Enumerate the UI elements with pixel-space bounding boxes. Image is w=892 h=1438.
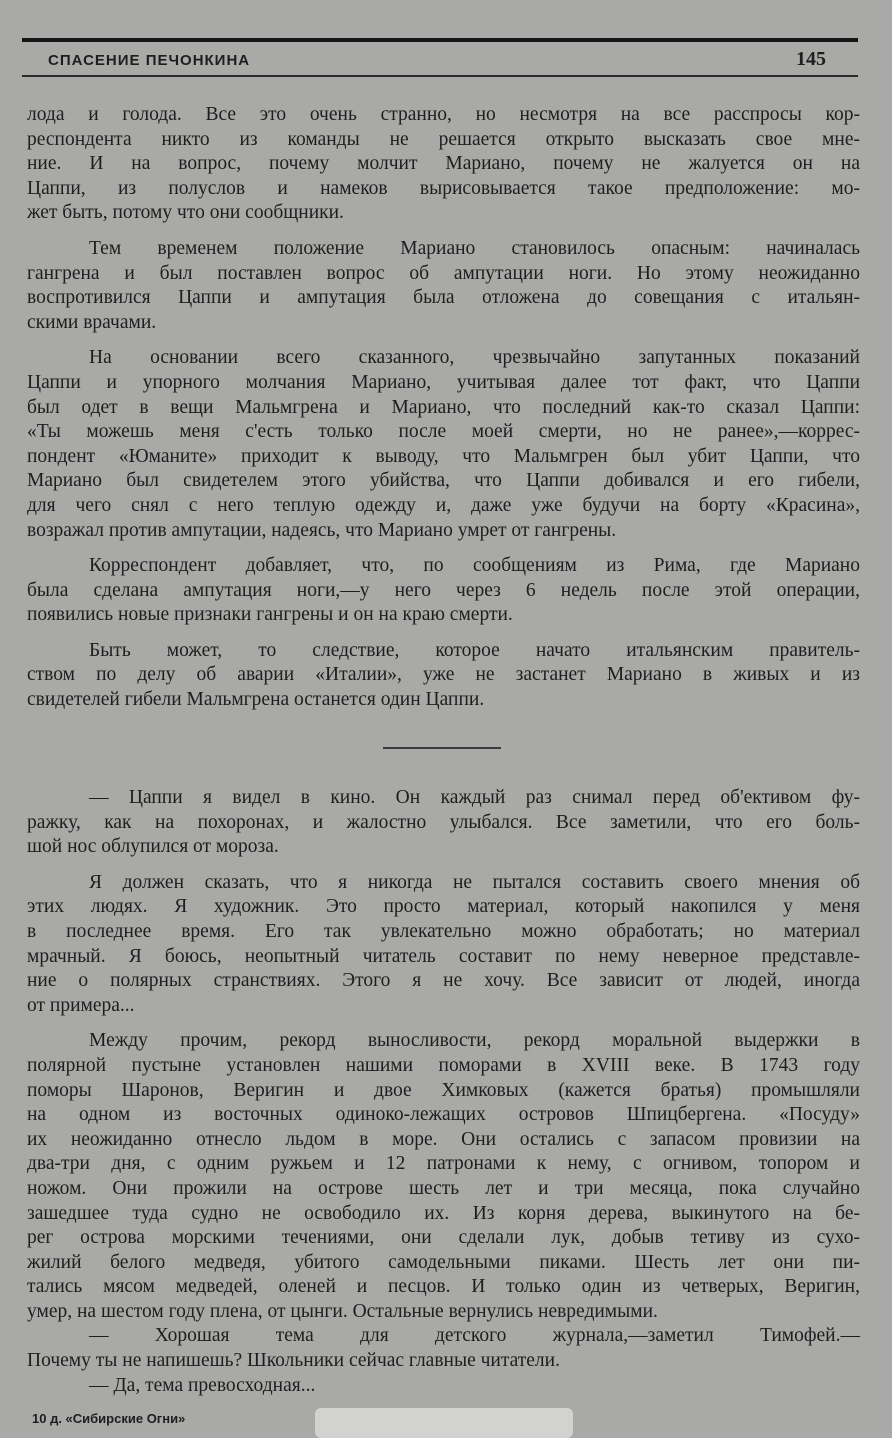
running-title: СПАСЕНИЕ ПЕЧОНКИНА <box>48 52 251 69</box>
text-line: — Да, тема превосходная... <box>89 1374 316 1396</box>
paragraph <box>27 786 860 860</box>
text-line: тались мясом медведей, оленей и песцов. И только один из четверых, Веригин, <box>27 1276 860 1298</box>
text-line: была сделана ампутация ноги,—у него через 6 недель после этой операции, <box>27 579 860 601</box>
text-line: На основании всего сказанного, чрезвычайно запутанных показаний <box>89 347 860 369</box>
text-line: ством по делу об аварии «Италии», уже не застанет Мариано в живых и из <box>27 664 860 686</box>
text-line: ражку, как на похоронах, и жалостно улыбался. Все заметили, что его боль- <box>27 811 860 833</box>
header-underline <box>22 75 858 77</box>
text-line: шой нос облупился от мороза. <box>27 836 279 858</box>
dialogue-block <box>27 1324 860 1398</box>
text-line: гангрена и был поставлен вопрос об ампутации ноги. Но этому неожиданно <box>27 262 860 284</box>
text-line: возражал против ампутации, надеясь, что Мариано умрет от гангрены. <box>27 519 617 541</box>
text-line: был одет в вещи Мальмгрена и Мариано, что последний как-то сказал Цаппи: <box>27 396 860 418</box>
text-line: в последнее время. Его так увлекательно можно обработать; но материал <box>27 920 860 942</box>
text-line: Цаппи, из полуслов и намеков вырисовывается такое предположение: мо- <box>27 177 860 199</box>
text-line: ние. И на вопрос, почему молчит Мариано, почему не жалуется он на <box>27 153 860 175</box>
text-line: умер, на шестом году плена, от цынги. Остальные вернулись невредимыми. <box>27 1300 658 1322</box>
header-rule <box>22 38 858 42</box>
text-line: лода и голода. Все это очень странно, но несмотря на все расспросы кор- <box>27 104 860 125</box>
paragraph <box>27 237 860 335</box>
text-line: Тем временем положение Мариано становилось опасным: начиналась <box>89 237 860 259</box>
text-line: Между прочим, рекорд выносливости, рекорд моральной выдержки в <box>89 1030 860 1052</box>
text-section-2 <box>27 786 860 1398</box>
text-line: зашедшее туда судно не освободило их. Из корня дерева, выкинутого на бе- <box>27 1202 860 1224</box>
paragraph <box>27 1374 860 1399</box>
text-line: мрачный. Я боюсь, неопытный читатель составит по нему неверное представле- <box>27 945 860 967</box>
printer-signature: 10 д. «Сибирские Огни» <box>32 1411 186 1426</box>
text-line: ние о полярных странствиях. Этого я не хочу. Все зависит от людей, иногда <box>27 970 860 992</box>
paragraph <box>27 1029 860 1324</box>
text-line: для чего снял с него теплую одежду и, даже уже будучи на борту «Красина», <box>27 494 860 516</box>
text-line: их неожиданно отнесло льдом в море. Они остались с запасом провизии на <box>27 1128 860 1150</box>
paragraph <box>27 1324 860 1373</box>
text-line: этих людях. Я художник. Это просто материал, который накопился у меня <box>27 896 860 918</box>
text-line: Почему ты не напишешь? Школьники сейчас главные читатели. <box>27 1350 560 1372</box>
text-line: рег острова морскими течениями, они сделали лук, добыв тетиву из сухо- <box>27 1227 860 1249</box>
text-line: жет быть, потому что они сообщники. <box>27 202 344 224</box>
text-line: полярной пустыне установлен нашими поморами в XVIII веке. В 1743 году <box>27 1054 860 1076</box>
text-line: появились новые признаки гангрены и он на краю смерти. <box>27 604 513 626</box>
text-line: на одном из восточных одиноко-лежащих островов Шпицбергена. «Посуду» <box>27 1104 860 1126</box>
text-line: «Ты можешь меня с'есть только после моей смерти, но не ранее»,—коррес- <box>27 421 860 443</box>
paragraph <box>27 554 860 628</box>
section-separator <box>383 747 501 749</box>
paragraph <box>27 871 860 1019</box>
text-line: Мариано был свидетелем этого убийства, что Цаппи добивался и его гибели, <box>27 470 860 492</box>
text-line: два-три дня, с одним ружьем и 12 патронами к нему, с огнивом, топором и <box>27 1153 860 1175</box>
text-line: поморы Шаронов, Веригин и двое Химковых (кажется братья) промышляли <box>27 1079 860 1101</box>
text-section-1 <box>27 103 860 724</box>
paragraphs <box>27 103 860 713</box>
text-line: от примера... <box>27 994 135 1016</box>
text-line: Корреспондент добавляет, что, по сообщениям из Рима, где Мариано <box>89 555 860 577</box>
text-line: жилий белого медведя, убитого самодельными пиками. Шесть лет они пи- <box>27 1251 860 1273</box>
text-line: Быть может, то следствие, которое начато итальянским правитель- <box>89 639 860 661</box>
text-line: респондента никто из команды не решается открыто высказать свое мне- <box>27 128 860 150</box>
text-line: — Цаппи я видел в кино. Он каждый раз снимал перед об'ективом фу- <box>89 787 860 808</box>
paragraph <box>27 103 860 226</box>
text-line: ножом. Они прожили на острове шесть лет и три месяца, пока случайно <box>27 1177 860 1199</box>
paragraph <box>27 346 860 543</box>
text-line: Я должен сказать, что я никогда не пытался составить своего мнения об <box>89 871 860 893</box>
paragraphs <box>27 786 860 1324</box>
text-line: свидетелей гибели Мальмгрена останется один Цаппи. <box>27 689 485 711</box>
paragraph <box>27 639 860 713</box>
text-line: — Хорошая тема для детского журнала,—заметил Тимофей.— <box>89 1325 860 1347</box>
text-line: скими врачами. <box>27 311 157 333</box>
text-line: воспротивился Цаппи и ампутация была отложена до совещания с итальян- <box>27 287 860 309</box>
text-line: пондент «Юманите» приходит к выводу, что Мальмгрен был убит Цаппи, что <box>27 445 860 467</box>
text-line: Цаппи и упорного молчания Мариано, учитывая далее тот факт, что Цаппи <box>27 371 860 393</box>
page-number: 145 <box>796 48 826 70</box>
scan-overlay <box>315 1408 573 1438</box>
